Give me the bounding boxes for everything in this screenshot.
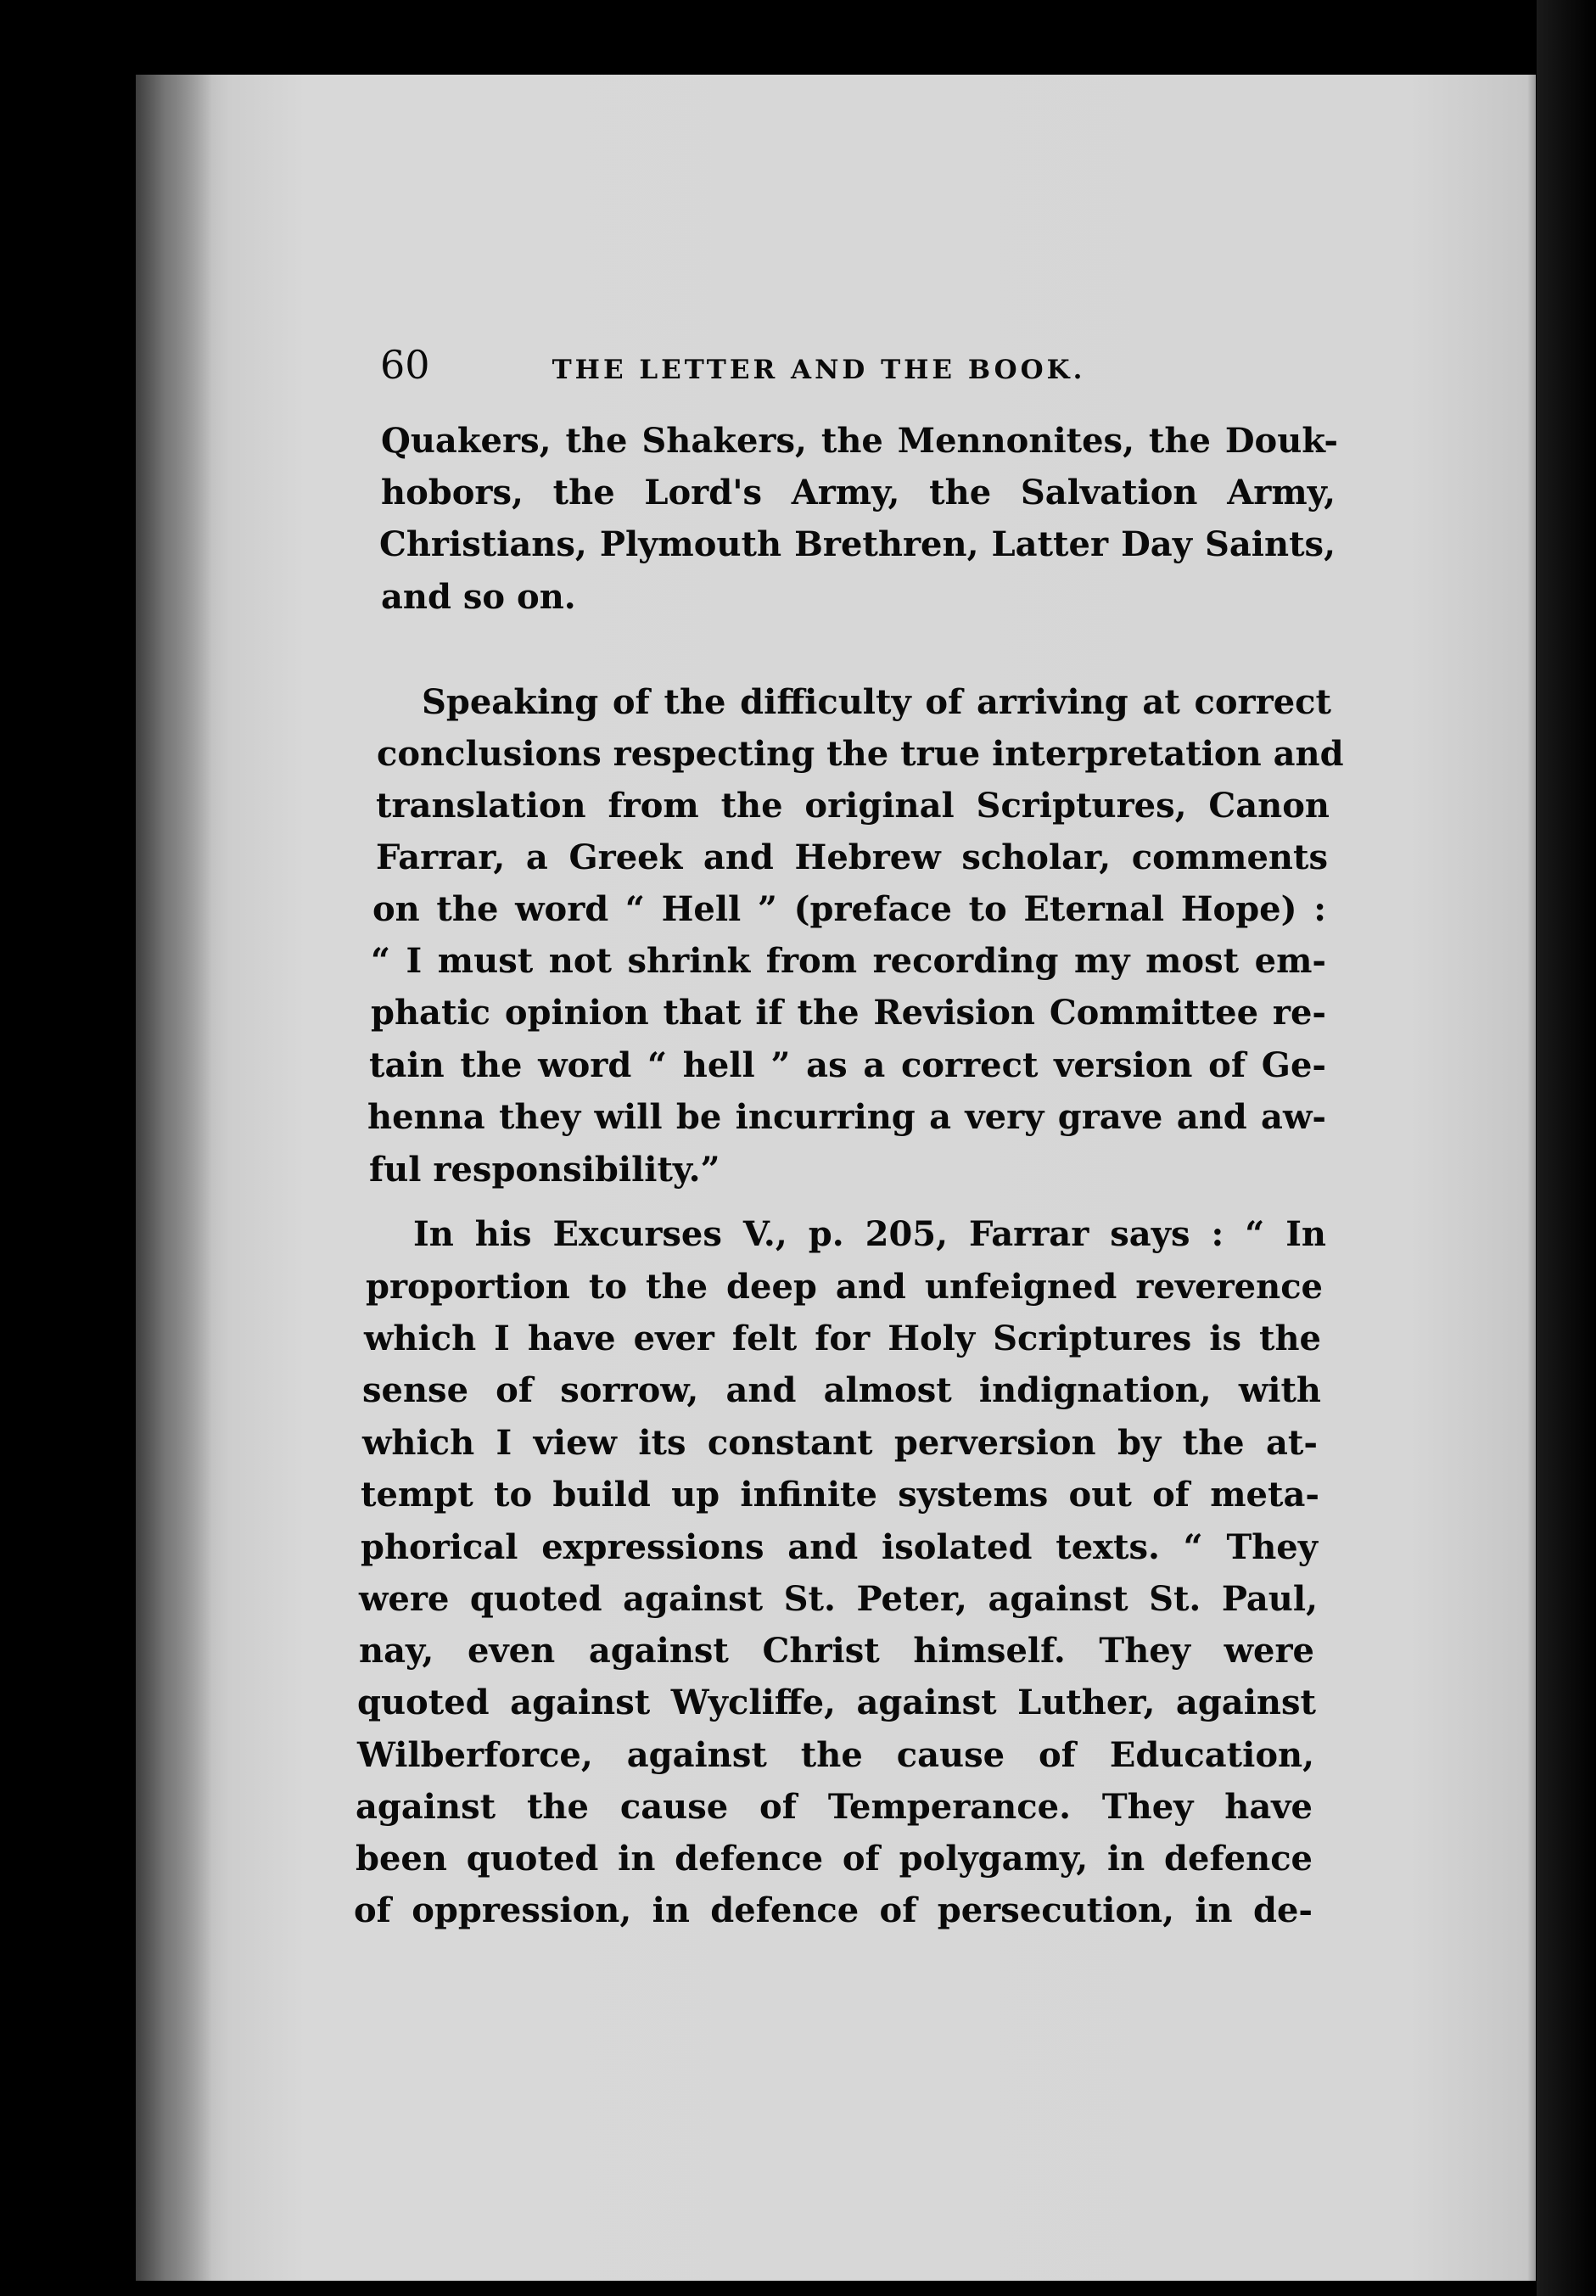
text-line: of oppression, in defence of persecution, in de- [354,1890,1313,1930]
text-line: Quakers, the Shakers, the Mennonites, the Douk- [381,421,1338,461]
text-line: tempt to build up infinite systems out of meta- [361,1475,1319,1515]
text-line: Farrar, a Greek and Hebrew scholar, comments [376,837,1328,877]
text-line: which I have ever felt for Holy Scriptures is the [364,1319,1321,1358]
text-line: nay, even against Christ himself. They were [359,1631,1314,1671]
text-line: phorical expressions and isolated texts. “ They [361,1527,1318,1567]
text-line: been quoted in defence of polygamy, in defence [356,1839,1313,1879]
text-line: tain the word “ hell ” as a correct version of Ge- [369,1045,1326,1085]
text-line: phatic opinion that if the Revision Committee re- [371,993,1326,1033]
text-line: Christians, Plymouth Brethren, Latter Day Saints, [379,524,1336,564]
text-line: against the cause of Temperance. They have [356,1787,1313,1827]
text-line: which I view its constant perversion by the at- [362,1423,1318,1463]
text-line: and so on. [381,577,576,617]
text-line: henna they will be incurring a very grave and aw- [367,1097,1326,1137]
text-line: sense of sorrow, and almost indignation, with [362,1370,1321,1410]
text-line: quoted against Wycliffe, against Luther, against [357,1683,1316,1722]
text-line: were quoted against St. Peter, against St. Paul, [359,1579,1318,1619]
text-line: Speaking of the difficulty of arriving at correct [422,682,1331,722]
text-line: conclusions respecting the true interpretation and [377,734,1344,774]
text-line: proportion to the deep and unfeigned reverence [366,1267,1323,1307]
page-number: 60 [380,342,430,388]
text-line: ful responsibility.” [369,1150,720,1190]
text-line: “ I must not shrink from recording my most em- [371,941,1326,981]
running-head: THE LETTER AND THE BOOK. [552,355,1086,385]
text-line: on the word “ Hell ” (preface to Eternal Hope) : [372,889,1326,929]
text-line: Wilberforce, against the cause of Education, [357,1735,1314,1775]
text-line: In his Excurses V., p. 205, Farrar says : “ In [413,1214,1326,1254]
text-line: hobors, the Lord's Army, the Salvation Army, [381,473,1336,512]
text-line: translation from the original Scriptures, Canon [376,786,1330,826]
